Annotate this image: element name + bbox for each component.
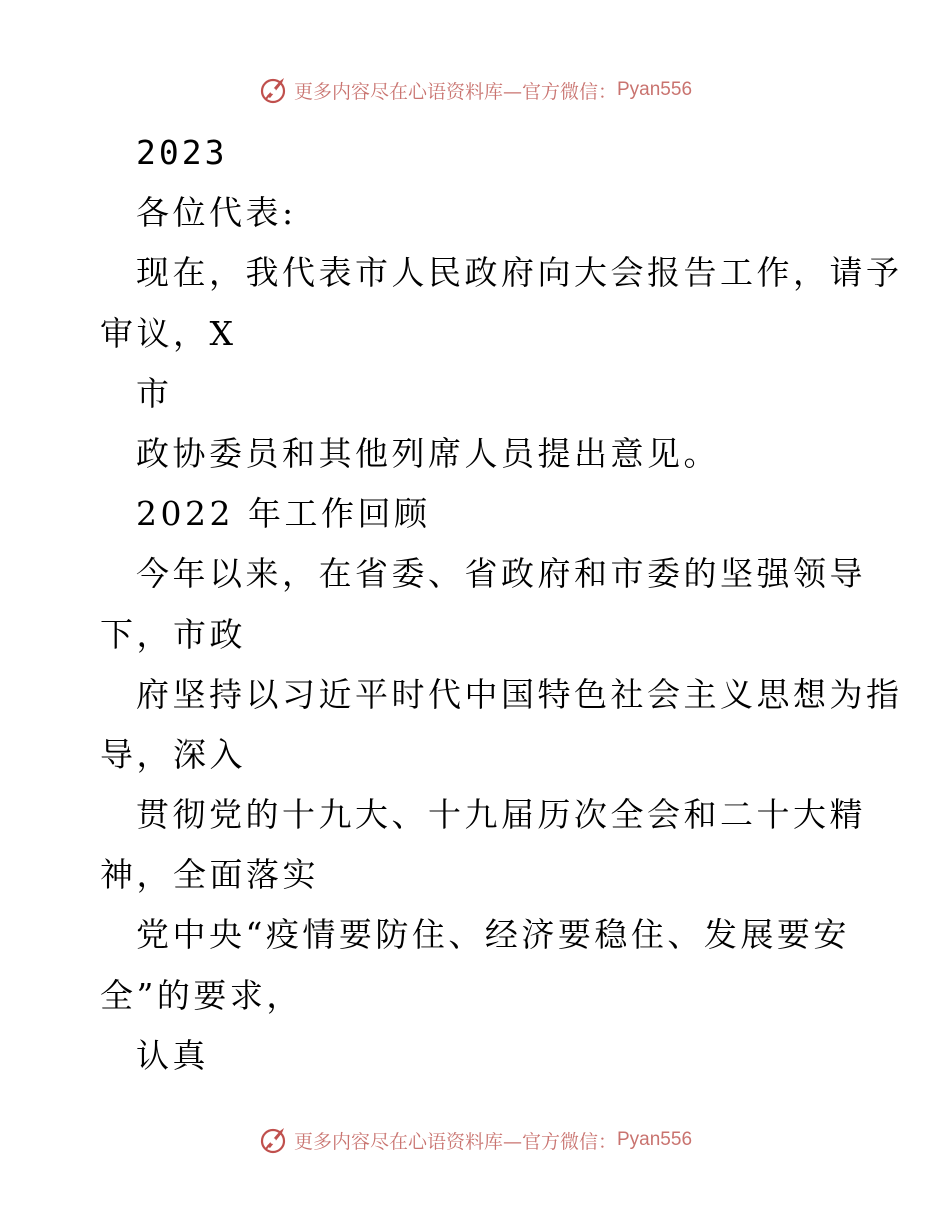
watermark-handle: Pyan556 xyxy=(617,79,693,100)
year-line: 2023 xyxy=(136,133,228,172)
quill-seal-icon xyxy=(258,1124,290,1156)
footer-watermark xyxy=(0,1120,950,1160)
paragraph-line: 审议，X xyxy=(100,313,237,353)
paragraph-line: 市 xyxy=(136,373,173,413)
watermark-text: 更多内容尽在心语资料库—官方微信： xyxy=(293,1130,617,1153)
paragraph-line: 全”的要求， xyxy=(100,975,303,1015)
paragraph-line: 府坚持以习近平时代中国特色社会主义思想为指 xyxy=(136,674,903,714)
paragraph-line: 贯彻党的十九大、十九届历次全会和二十大精 xyxy=(136,795,866,835)
document-body xyxy=(0,123,950,1086)
paragraph-line: 神，全面落实 xyxy=(100,855,319,895)
quill-seal-icon xyxy=(258,74,290,106)
section-heading: 2022 年工作回顾 xyxy=(136,494,431,534)
paragraph-line: 导，深入 xyxy=(100,734,246,774)
paragraph-line: 认真 xyxy=(136,1035,209,1075)
salutation: 各位代表: xyxy=(136,193,297,233)
header-watermark xyxy=(0,70,950,110)
paragraph-line: 今年以来，在省委、省政府和市委的坚强领导 xyxy=(136,554,866,594)
watermark-text: 更多内容尽在心语资料库—官方微信： xyxy=(293,80,617,103)
watermark-handle: Pyan556 xyxy=(617,1129,693,1150)
paragraph-line: 现在，我代表市人民政府向大会报告工作，请予 xyxy=(136,253,903,293)
paragraph-line: 政协委员和其他列席人员提出意见。 xyxy=(136,433,720,473)
paragraph-line: 党中央“疫情要防住、经济要稳住、发展要安 xyxy=(136,915,850,955)
paragraph-line: 下，市政 xyxy=(100,614,246,654)
